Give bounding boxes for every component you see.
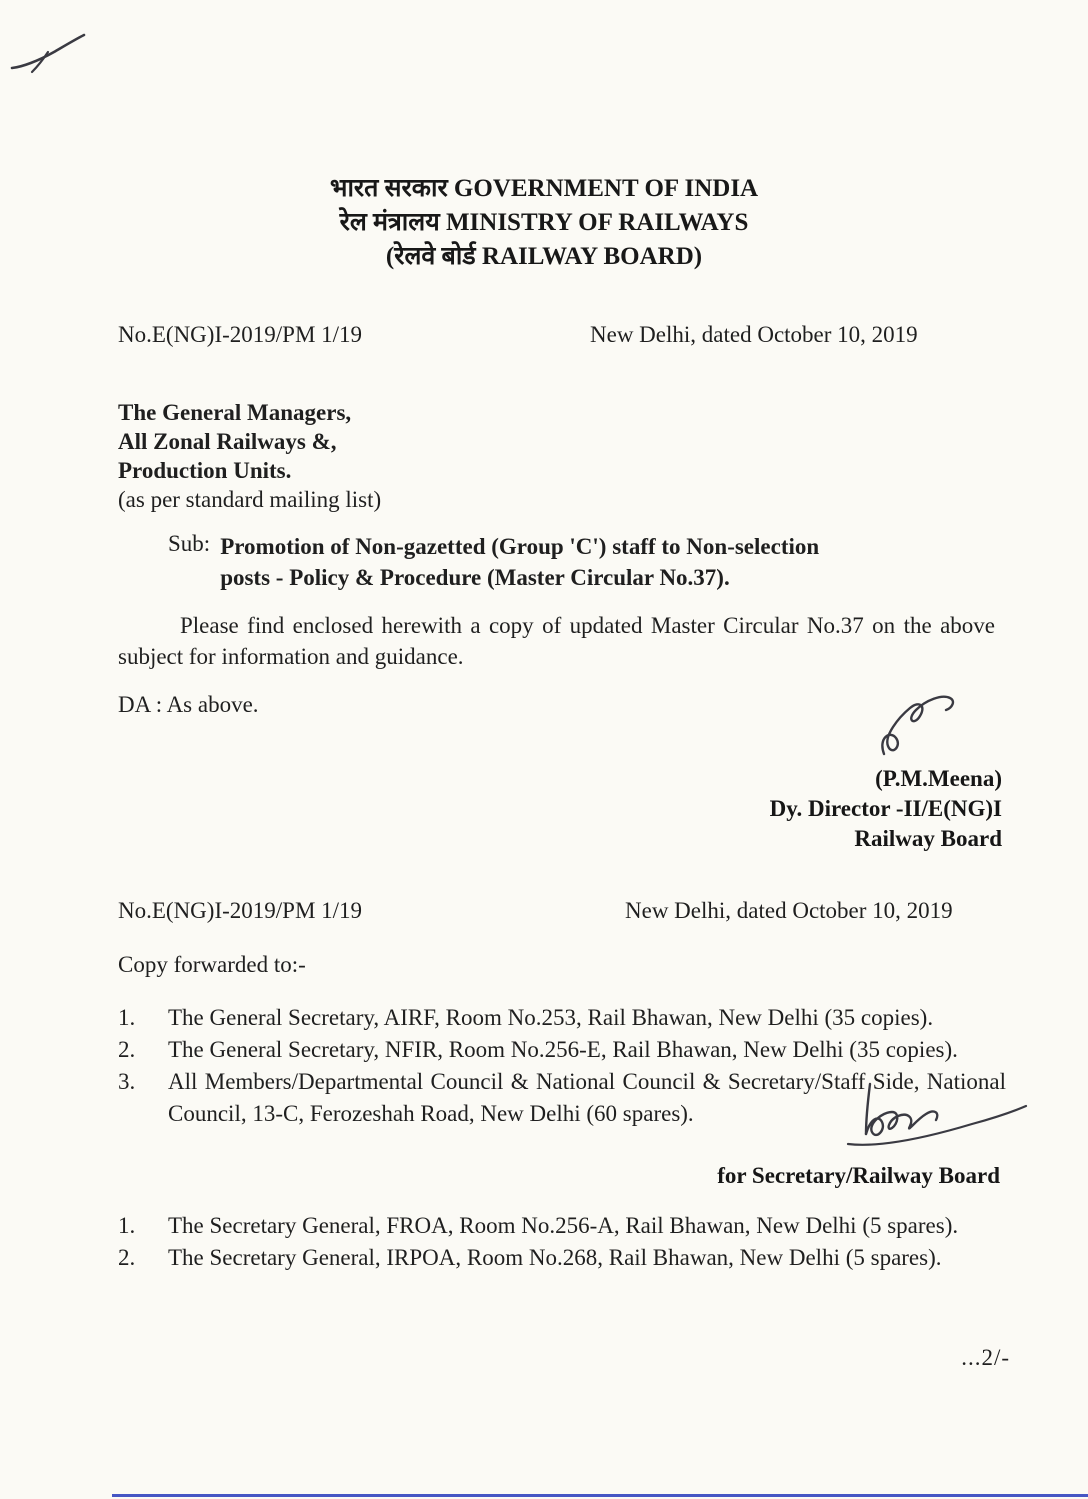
place-and-date: New Delhi, dated October 10, 2019 bbox=[590, 322, 918, 347]
list-item bbox=[118, 1002, 1006, 1034]
list-item bbox=[118, 1034, 1006, 1066]
list-item-number: 1. bbox=[118, 1213, 136, 1238]
letterhead-line-government: भारत सरकार GOVERNMENT OF INDIA bbox=[329, 175, 759, 202]
letterhead-line-board: (रेलवे बोर्ड RAILWAY BOARD) bbox=[385, 243, 703, 270]
enclosure-line: DA : As above. bbox=[118, 692, 259, 717]
page-continuation-marker: ...2/- bbox=[961, 1345, 1010, 1370]
list-item bbox=[118, 1210, 1006, 1242]
mailing-list-note: (as per standard mailing list) bbox=[118, 487, 382, 512]
signatory-organisation: Railway Board bbox=[854, 826, 1002, 851]
subject-text: Promotion of Non-gazetted (Group 'C') staff to Non-selection posts - Policy & Procedure (Master Circular No.37). bbox=[220, 534, 820, 590]
addressee-line: All Zonal Railways &, bbox=[118, 429, 337, 454]
list-item-text: The General Secretary, NFIR, Room No.256-E, Rail Bhawan, New Delhi (35 copies). bbox=[168, 1037, 958, 1062]
addressee-block bbox=[118, 398, 381, 514]
subject-label: Sub: bbox=[168, 531, 211, 556]
body-paragraph: Please find enclosed herewith a copy of updated Master Circular No.37 on the above subject for information and guidance. bbox=[118, 613, 995, 669]
list-item-text: All Members/Departmental Council & National Council & Secretary/Staff Side, National Council, 13-C, Ferozeshah Road, New Delhi (60 spares). bbox=[168, 1069, 1006, 1126]
signature-scribble-icon bbox=[876, 690, 981, 768]
copy-forwarded-heading: Copy forwarded to:- bbox=[118, 952, 306, 977]
letterhead bbox=[0, 172, 1088, 274]
list-item bbox=[118, 1242, 1006, 1274]
for-secretary-line: for Secretary/Railway Board bbox=[717, 1163, 1000, 1188]
second-copy-list bbox=[118, 1210, 1006, 1274]
subject-line bbox=[168, 531, 865, 593]
list-item-number: 3. bbox=[118, 1069, 136, 1094]
list-item-number: 1. bbox=[118, 1005, 136, 1030]
list-item-text: The Secretary General, IRPOA, Room No.268, Rail Bhawan, New Delhi (5 spares). bbox=[168, 1245, 942, 1270]
list-item-number: 2. bbox=[118, 1245, 136, 1270]
reference-number-repeat: No.E(NG)I-2019/PM 1/19 bbox=[118, 898, 363, 923]
signatory-name: (P.M.Meena) bbox=[875, 766, 1002, 791]
addressee-line: The General Managers, bbox=[118, 400, 352, 425]
signature-scribble-icon bbox=[842, 1078, 1032, 1168]
scan-edge-line bbox=[112, 1494, 1088, 1497]
list-item-text: The General Secretary, AIRF, Room No.253, Rail Bhawan, New Delhi (35 copies). bbox=[168, 1005, 934, 1030]
list-item-number: 2. bbox=[118, 1037, 136, 1062]
handwritten-tick-icon bbox=[8, 28, 93, 76]
addressee-line: Production Units. bbox=[118, 458, 292, 483]
place-and-date-repeat: New Delhi, dated October 10, 2019 bbox=[625, 898, 953, 923]
letterhead-line-ministry: रेल मंत्रालय MINISTRY OF RAILWAYS bbox=[339, 209, 749, 236]
signatory-block bbox=[770, 764, 1002, 854]
signatory-designation: Dy. Director -II/E(NG)I bbox=[769, 796, 1002, 821]
reference-number: No.E(NG)I-2019/PM 1/19 bbox=[118, 322, 363, 347]
list-item-text: The Secretary General, FROA, Room No.256-A, Rail Bhawan, New Delhi (5 spares). bbox=[168, 1213, 959, 1238]
